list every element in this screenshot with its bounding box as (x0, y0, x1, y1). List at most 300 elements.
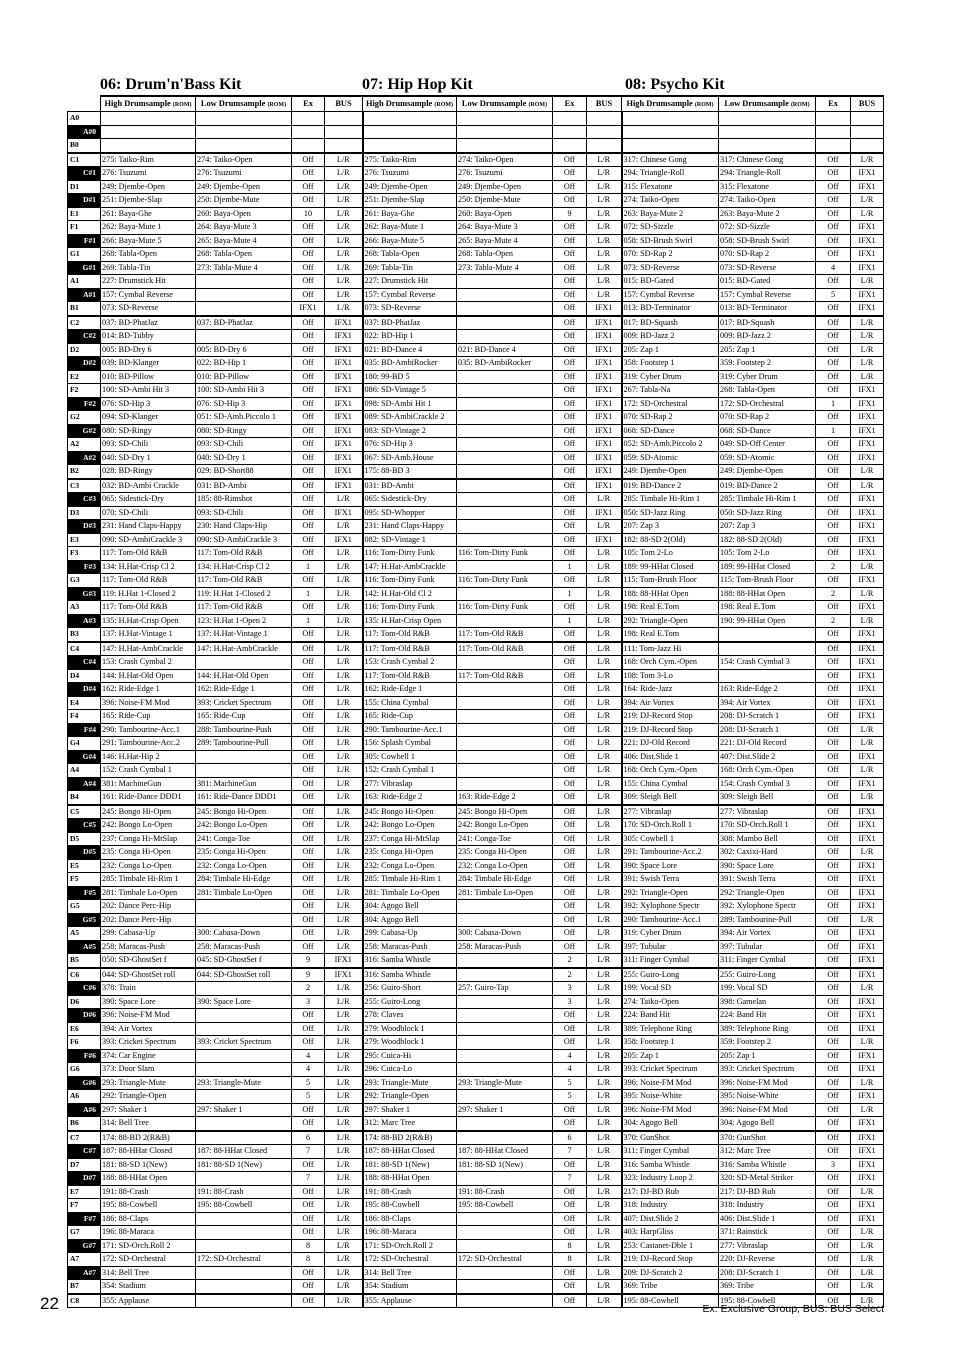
bus-cell: IFX1 (851, 710, 884, 724)
ex-cell: Off (292, 411, 325, 425)
low-drumsample-cell (196, 1280, 292, 1294)
bus-cell: IFX1 (325, 384, 363, 398)
black-key-label: D#6 (68, 1009, 101, 1023)
bus-cell: L/R (587, 261, 622, 275)
bus-cell: IFX1 (325, 954, 363, 968)
ex-cell: Off (816, 601, 851, 615)
ex-cell: Off (553, 859, 587, 873)
white-key-label: C2 (68, 316, 101, 330)
ex-cell: Off (553, 1266, 587, 1280)
low-drumsample-cell: 090: SD-AmbiCrackle 3 (196, 533, 292, 547)
ex-cell: Off (816, 791, 851, 805)
ex-cell: Off (292, 940, 325, 954)
low-drumsample-cell: 245: Bongo Hi-Open (457, 805, 553, 819)
low-drumsample-cell: 205: Zap 1 (719, 1049, 816, 1063)
low-drumsample-cell (719, 628, 816, 642)
high-drumsample-cell: 245: Bongo Hi-Open (363, 805, 457, 819)
high-drumsample-cell: 175: 88-BD 3 (363, 465, 457, 479)
high-drumsample-cell: 266: Baya-Mute 5 (363, 234, 457, 248)
ex-cell: Off (553, 533, 587, 547)
ex-cell: Off (553, 777, 587, 791)
bus-cell: L/R (325, 560, 363, 574)
low-drumsample-cell: 241: Conga-Toe (196, 832, 292, 846)
white-key-label: B4 (68, 791, 101, 805)
white-key-label: E7 (68, 1185, 101, 1199)
ex-cell: 8 (553, 1253, 587, 1267)
low-drumsample-cell: 181: 88-SD 1(New) (196, 1158, 292, 1172)
high-drumsample-cell: 070: SD-Chili (101, 506, 196, 520)
ex-cell: Off (816, 221, 851, 235)
white-key-label: G5 (68, 900, 101, 914)
high-drumsample-cell: 094: SD-Klanger (101, 411, 196, 425)
white-key-label: G1 (68, 248, 101, 262)
low-drumsample-cell: 017: BD-Squash (719, 316, 816, 330)
low-drumsample-cell: 172: SD-Orchestral (719, 397, 816, 411)
bus-cell: IFX1 (851, 683, 884, 697)
high-drumsample-cell: 403: HarpGliss (622, 1226, 719, 1240)
high-drumsample-cell: 255: Guiro-Long (622, 968, 719, 982)
high-drumsample-cell: 279: Woodblock 1 (363, 1036, 457, 1050)
low-drumsample-cell: 123: H.Hat 1-Open 2 (196, 614, 292, 628)
high-drumsample-cell: 155: China Cymbal (363, 696, 457, 710)
high-drumsample-cell: 262: Baya-Mute 1 (101, 221, 196, 235)
high-drumsample-cell: 276: Tsuzumi (101, 167, 196, 181)
high-drumsample-cell (101, 112, 196, 126)
high-drumsample-cell: 269: Tabla-Tin (363, 261, 457, 275)
bus-cell: L/R (587, 710, 622, 724)
low-drumsample-cell: 396: Noise-FM Mod (719, 1103, 816, 1117)
ex-cell: Off (553, 479, 587, 493)
low-drumsample-cell: 010: BD-Pillow (196, 370, 292, 384)
bus-cell: L/R (325, 995, 363, 1009)
high-drumsample-cell: 262: Baya-Mute 1 (363, 221, 457, 235)
table-row (68, 248, 884, 262)
white-key-label: D6 (68, 995, 101, 1009)
ex-cell: Off (816, 465, 851, 479)
white-key-label: E3 (68, 533, 101, 547)
low-drumsample-cell (719, 139, 816, 153)
low-drumsample-cell: 137: H.Hat-Vintage 1 (196, 628, 292, 642)
high-drumsample-cell: 068: SD-Dance (622, 424, 719, 438)
ex-cell: 2 (816, 587, 851, 601)
bus-cell: L/R (325, 764, 363, 778)
table-row (68, 737, 884, 751)
bus-cell: L/R (587, 1131, 622, 1145)
low-drumsample-cell (457, 533, 553, 547)
table-row (68, 750, 884, 764)
bus-cell: L/R (587, 1212, 622, 1226)
black-key-label: D#4 (68, 683, 101, 697)
bus-cell: IFX1 (851, 1063, 884, 1077)
ex-cell: Off (816, 954, 851, 968)
bus-cell: L/R (851, 982, 884, 996)
ex-cell: Off (553, 710, 587, 724)
ex-cell: Off (292, 248, 325, 262)
high-drumsample-cell: 082: SD-Vintage 1 (363, 533, 457, 547)
low-drumsample-cell: 116: Tom-Dirty Funk (457, 547, 553, 561)
low-drumsample-cell: 397: Tubular (719, 940, 816, 954)
low-drumsample-cell: 189: 99-HHat Closed (719, 560, 816, 574)
table-row (68, 479, 884, 493)
low-drumsample-cell: 019: BD-Dance 2 (719, 479, 816, 493)
low-drumsample-cell: 117: Tom-Old R&B (196, 601, 292, 615)
bus-cell: L/R (851, 479, 884, 493)
bus-cell: IFX1 (587, 343, 622, 357)
low-drumsample-cell: 264: Baya-Mute 3 (457, 221, 553, 235)
white-key-label: A3 (68, 601, 101, 615)
high-drumsample-cell: 111: Tom-Jazz Hi (622, 642, 719, 656)
ex-cell: Off (292, 234, 325, 248)
ex-cell: Off (553, 1036, 587, 1050)
high-drumsample-cell: 323: Industry Loop 2 (622, 1172, 719, 1186)
white-key-label: C8 (68, 1294, 101, 1308)
low-drumsample-cell (457, 316, 553, 330)
table-row (68, 275, 884, 289)
high-drumsample-cell: 390: Space Lore (101, 995, 196, 1009)
ex-cell: 8 (292, 1253, 325, 1267)
bus-cell: L/R (325, 194, 363, 208)
low-drumsample-cell: 031: BD-Ambi (196, 479, 292, 493)
bus-cell: L/R (851, 791, 884, 805)
low-drumsample-cell: 258: Maracas-Push (196, 940, 292, 954)
ex-cell: Off (553, 194, 587, 208)
col-bus: BUS (851, 96, 884, 112)
ex-cell: Off (816, 1226, 851, 1240)
ex-cell: 10 (292, 207, 325, 221)
black-key-label: A#6 (68, 1103, 101, 1117)
high-drumsample-cell: 235: Conga Hi-Open (101, 846, 196, 860)
ex-cell: Off (292, 750, 325, 764)
low-drumsample-cell (196, 1172, 292, 1186)
low-drumsample-cell (457, 397, 553, 411)
high-drumsample-cell: 161: Ride-Dance DDD1 (101, 791, 196, 805)
ex-cell: Off (553, 316, 587, 330)
high-drumsample-cell: 391: Swish Terra (622, 873, 719, 887)
bus-cell: L/R (325, 750, 363, 764)
ex-cell: Off (292, 1212, 325, 1226)
ex-cell: Off (553, 370, 587, 384)
low-drumsample-cell: 181: 88-SD 1(New) (457, 1158, 553, 1172)
low-drumsample-cell (196, 656, 292, 670)
bus-cell: L/R (325, 1022, 363, 1036)
table-row (68, 207, 884, 221)
ex-cell: Off (292, 900, 325, 914)
ex-cell: Off (816, 927, 851, 941)
high-drumsample-cell: 312: Marc Tree (363, 1117, 457, 1131)
low-drumsample-cell: 134: H.Hat-Crisp Cl 2 (196, 560, 292, 574)
low-drumsample-cell (196, 913, 292, 927)
bus-cell: IFX1 (325, 330, 363, 344)
bus-cell: IFX1 (587, 424, 622, 438)
black-key-label: A#5 (68, 940, 101, 954)
ex-cell: Off (816, 180, 851, 194)
ex-cell: Off (553, 1022, 587, 1036)
table-row (68, 1022, 884, 1036)
white-key-label: E2 (68, 370, 101, 384)
ex-cell: Off (553, 737, 587, 751)
ex-cell: Off (816, 234, 851, 248)
ex-cell: Off (292, 533, 325, 547)
bus-cell: L/R (325, 153, 363, 167)
bus-cell: L/R (587, 954, 622, 968)
ex-cell: 2 (816, 560, 851, 574)
ex-cell: Off (553, 302, 587, 316)
low-drumsample-cell (457, 370, 553, 384)
high-drumsample-cell: 153: Crash Cymbal 2 (101, 656, 196, 670)
high-drumsample-cell: 090: SD-AmbiCrackle 3 (101, 533, 196, 547)
ex-cell: 2 (292, 982, 325, 996)
white-key-label: C1 (68, 153, 101, 167)
ex-cell: Off (292, 451, 325, 465)
low-drumsample-cell (457, 750, 553, 764)
ex-cell: Off (816, 153, 851, 167)
bus-cell: IFX1 (851, 873, 884, 887)
low-drumsample-cell (457, 1049, 553, 1063)
low-drumsample-cell: 045: SD-GhostSet f (196, 954, 292, 968)
bus-cell: L/R (587, 520, 622, 534)
high-drumsample-cell: 304: Agogo Bell (622, 1117, 719, 1131)
low-drumsample-cell: 235: Conga Hi-Open (196, 846, 292, 860)
high-drumsample-cell (363, 139, 457, 153)
bus-cell: L/R (851, 370, 884, 384)
high-drumsample-cell: 290: Tambourine-Acc.1 (622, 913, 719, 927)
high-drumsample-cell: 073: SD-Reverse (622, 261, 719, 275)
low-drumsample-cell: 154: Crash Cymbal 3 (719, 656, 816, 670)
low-drumsample-cell: 199: Vocal SD (719, 982, 816, 996)
high-drumsample-cell: 191: 88-Crash (363, 1185, 457, 1199)
bus-cell: L/R (325, 656, 363, 670)
bus-cell: L/R (325, 221, 363, 235)
low-drumsample-cell (457, 424, 553, 438)
high-drumsample-cell: 232: Conga Lo-Open (363, 859, 457, 873)
low-drumsample-cell: 117: Tom-Old R&B (457, 642, 553, 656)
bus-cell: L/R (851, 1253, 884, 1267)
low-drumsample-cell (457, 288, 553, 302)
high-drumsample-cell: 275: Taiko-Rim (101, 153, 196, 167)
bus-cell: L/R (587, 1294, 622, 1308)
high-drumsample-cell: 317: Chinese Gong (622, 153, 719, 167)
high-drumsample-cell: 089: SD-AmbiCrackle 2 (363, 411, 457, 425)
high-drumsample-cell: 290: Tambourine-Acc.1 (363, 723, 457, 737)
low-drumsample-cell (457, 913, 553, 927)
ex-cell: Off (553, 656, 587, 670)
table-row (68, 1158, 884, 1172)
high-drumsample-cell: 142: H.Hat-Old Cl 2 (363, 587, 457, 601)
low-drumsample-cell: 208: DJ-Scratch 1 (719, 723, 816, 737)
low-drumsample-cell: 268: Tabla-Open (719, 384, 816, 398)
high-drumsample-cell: 198: Real E.Tom (622, 628, 719, 642)
table-row (68, 819, 884, 833)
bus-cell: IFX1 (851, 696, 884, 710)
ex-cell: Off (553, 873, 587, 887)
bus-cell: L/R (325, 982, 363, 996)
low-drumsample-cell: 208: DJ-Scratch 1 (719, 1266, 816, 1280)
low-drumsample-cell: 195: 88-Cowbell (196, 1199, 292, 1213)
low-drumsample-cell: 182: 88-SD 2(Old) (719, 533, 816, 547)
ex-cell: Off (292, 153, 325, 167)
high-drumsample-cell: 304: Agogo Bell (363, 900, 457, 914)
low-drumsample-cell: 232: Conga Lo-Open (457, 859, 553, 873)
high-drumsample-cell: 370: GunShot (622, 1131, 719, 1145)
low-drumsample-cell (196, 1266, 292, 1280)
ex-cell: Off (292, 832, 325, 846)
table-row (68, 261, 884, 275)
table-row (68, 832, 884, 846)
low-drumsample-cell: 294: Triangle-Roll (719, 167, 816, 181)
table-row (68, 153, 884, 167)
high-drumsample-cell: 263: Baya-Mute 2 (622, 207, 719, 221)
bus-cell: IFX1 (851, 750, 884, 764)
low-drumsample-cell: 398: Gamelan (719, 995, 816, 1009)
ex-cell: Off (292, 913, 325, 927)
table-row (68, 533, 884, 547)
bus-cell: L/R (325, 1185, 363, 1199)
white-key-label: E4 (68, 696, 101, 710)
ex-cell: Off (816, 411, 851, 425)
table-row (68, 438, 884, 452)
low-drumsample-cell: 276: Tsuzumi (196, 167, 292, 181)
low-drumsample-cell (457, 1009, 553, 1023)
low-drumsample-cell (457, 520, 553, 534)
low-drumsample-cell: 224: Band Hit (719, 1009, 816, 1023)
bus-cell (587, 139, 622, 153)
low-drumsample-cell: 245: Bongo Hi-Open (196, 805, 292, 819)
bus-cell: L/R (587, 1090, 622, 1104)
black-key-label: F#6 (68, 1049, 101, 1063)
high-drumsample-cell: 164: Ride-Jazz (622, 683, 719, 697)
low-drumsample-cell: 289: Tambourine-Pull (196, 737, 292, 751)
bus-cell: L/R (851, 357, 884, 371)
low-drumsample-cell: 058: SD-Brush Swirl (719, 234, 816, 248)
low-drumsample-cell: 285: Timbale Hi-Rim 1 (719, 493, 816, 507)
ex-cell (816, 112, 851, 126)
bus-cell: IFX1 (851, 940, 884, 954)
table-row (68, 927, 884, 941)
bus-cell: L/R (587, 493, 622, 507)
bus-cell: L/R (325, 1212, 363, 1226)
low-drumsample-cell: 276: Tsuzumi (457, 167, 553, 181)
ex-cell: Off (553, 411, 587, 425)
bus-cell: L/R (325, 275, 363, 289)
ex-cell: 7 (553, 1145, 587, 1159)
high-drumsample-cell: 354: Stadium (101, 1280, 196, 1294)
white-key-label: B1 (68, 302, 101, 316)
ex-cell: Off (553, 1294, 587, 1308)
low-drumsample-cell: 265: Baya-Mute 4 (457, 234, 553, 248)
ex-cell: Off (816, 1145, 851, 1159)
low-drumsample-cell (196, 139, 292, 153)
white-key-label: G7 (68, 1226, 101, 1240)
bus-cell: IFX1 (851, 574, 884, 588)
ex-cell: Off (816, 1103, 851, 1117)
table-row (68, 628, 884, 642)
bus-cell: L/R (587, 1199, 622, 1213)
high-drumsample-cell: 274: Taiko-Open (622, 194, 719, 208)
ex-cell: Off (292, 397, 325, 411)
low-drumsample-cell (196, 764, 292, 778)
bus-cell: IFX1 (851, 601, 884, 615)
high-drumsample-cell: 397: Tubular (622, 940, 719, 954)
low-drumsample-cell: 389: Telephone Ring (719, 1022, 816, 1036)
low-drumsample-cell: 195: 88-Cowbell (457, 1199, 553, 1213)
low-drumsample-cell: 394: Air Vortex (719, 696, 816, 710)
bus-cell (325, 139, 363, 153)
bus-cell: IFX1 (851, 302, 884, 316)
footnote: Ex: Exclusive Group, BUS: BUS Select (702, 1303, 884, 1315)
ex-cell: Off (553, 424, 587, 438)
ex-cell: 5 (292, 1090, 325, 1104)
ex-cell: Off (816, 723, 851, 737)
ex-cell: Off (292, 927, 325, 941)
kit-title-06: 06: Drum'n'Bass Kit (100, 76, 242, 93)
bus-cell: L/R (587, 587, 622, 601)
ex-cell: Off (816, 167, 851, 181)
white-key-label: D4 (68, 669, 101, 683)
bus-cell: L/R (325, 777, 363, 791)
ex-cell: 5 (553, 1090, 587, 1104)
ex-cell: 4 (292, 1049, 325, 1063)
low-drumsample-cell: 049: SD-Off Center (719, 438, 816, 452)
black-key-label: G#1 (68, 261, 101, 275)
ex-cell: Off (816, 1036, 851, 1050)
low-drumsample-cell (196, 982, 292, 996)
bus-cell: L/R (325, 167, 363, 181)
bus-cell: L/R (587, 750, 622, 764)
bus-cell: L/R (587, 560, 622, 574)
low-drumsample-cell: 147: H.Hat-AmbCrackle (196, 642, 292, 656)
ex-cell: Off (292, 710, 325, 724)
low-drumsample-cell: 163: Ride-Edge 2 (719, 683, 816, 697)
ex-cell: Off (292, 805, 325, 819)
high-drumsample-cell: 105: Tom 2-Lo (622, 547, 719, 561)
low-drumsample-cell (457, 1131, 553, 1145)
bus-cell: IFX1 (325, 451, 363, 465)
low-drumsample-cell (457, 1036, 553, 1050)
ex-cell: Off (816, 628, 851, 642)
bus-cell: IFX1 (851, 547, 884, 561)
bus-cell: L/R (325, 1199, 363, 1213)
ex-cell: Off (292, 791, 325, 805)
black-key-label: D#1 (68, 194, 101, 208)
low-drumsample-cell: 292: Triangle-Open (719, 886, 816, 900)
high-drumsample-cell: 276: Tsuzumi (363, 167, 457, 181)
low-drumsample-cell (457, 493, 553, 507)
low-drumsample-cell: 235: Conga Hi-Open (457, 846, 553, 860)
bus-cell: IFX1 (851, 520, 884, 534)
bus-cell: L/R (325, 683, 363, 697)
ex-cell: Off (816, 913, 851, 927)
low-drumsample-cell: 161: Ride-Dance DDD1 (196, 791, 292, 805)
ex-cell: 1 (292, 587, 325, 601)
bus-cell: L/R (587, 574, 622, 588)
bus-cell: L/R (851, 465, 884, 479)
low-drumsample-cell (457, 995, 553, 1009)
low-drumsample-cell (457, 125, 553, 139)
col-ex: Ex (292, 96, 325, 112)
low-drumsample-cell (196, 1131, 292, 1145)
bus-cell: IFX1 (851, 533, 884, 547)
bus-cell: L/R (325, 1103, 363, 1117)
bus-cell: L/R (851, 330, 884, 344)
bus-cell: L/R (325, 574, 363, 588)
white-key-label: A5 (68, 927, 101, 941)
ex-cell: Off (816, 1131, 851, 1145)
bus-cell: L/R (851, 846, 884, 860)
ex-cell: 5 (292, 1076, 325, 1090)
ex-cell: Off (292, 465, 325, 479)
col-high: High Drumsample (ROM) (101, 96, 196, 112)
low-drumsample-cell: 315: Flexatone (719, 180, 816, 194)
